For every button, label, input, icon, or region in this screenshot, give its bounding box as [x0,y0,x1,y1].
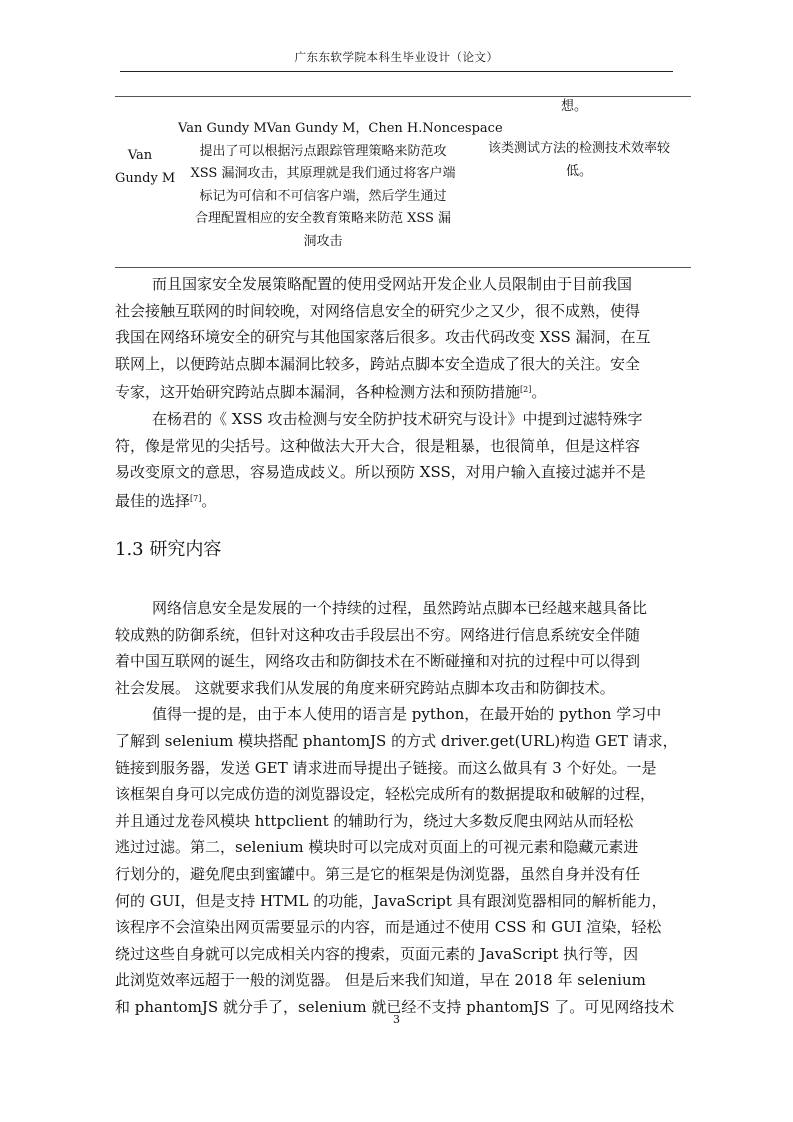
paragraph-line [115,486,685,515]
table-cell-method-line: Van Gundy MVan Gundy M，Chen H.Noncespace [178,121,503,136]
paragraph-line: 该框架自身可以完成仿造的浏览器设定，轻松完成所有的数据提取和破解的过程， [115,785,656,804]
paragraph [115,701,685,1020]
table-cell-method-line: 标记为可信和不可信客户端，然后学生通过 [199,188,447,204]
citation-marker: [2] [520,385,532,395]
paragraph-line-tail: 。 [531,383,547,402]
paragraph-line: 网络信息安全是发展的一个持续的过程，虽然跨站点脚本已经越来越具备比 [152,599,648,617]
paragraph-line-text: 最佳的选择 [115,491,191,510]
table-cell-method-line: XSS 漏洞攻击，其原理就是我们通过将客户端 [190,166,456,181]
paragraph-line-text: 专家，这开始研究跨站点脚本漏洞，各种检测方法和预防措施 [115,383,521,402]
paragraph-line: 而且国家安全发展策略配置的使用受网站开发企业人员限制由于目前我国 [152,275,633,293]
table-cell-evaluation-line: 该类测试方法的检测技术效率较 [487,141,670,156]
paragraph-line: 值得一提的是，由于本人使用的语言是 python，在最开始的 python 学习中 [152,705,662,724]
paragraph-line: 社会发展。 这就要求我们从发展的角度来研究跨站点脚本攻击和防御技术。 [115,678,615,697]
page-number: 3 [393,1013,400,1026]
table-bottom-rule [115,267,691,268]
table-cell-name-line: Van [127,148,153,163]
paragraph-line: 我国在网络环境安全的研究与其他国家落后很多。攻击代码改变 XSS 漏洞，在互 [115,328,651,347]
citation-marker: [7] [190,493,202,503]
paragraph-line: 何的 GUI，但是支持 HTML 的功能，JavaScript 具有跟浏览器相同的解析能力， [115,891,667,910]
paragraph-line: 着中国互联网的诞生，网络攻击和防御技术在不断碰撞和对抗的过程中可以得到 [115,652,641,671]
header-rule [120,71,673,72]
paragraph-line: 行划分的，避免爬虫到蜜罐中。第三是它的框架是伪浏览器，虽然自身并没有任 [115,864,641,883]
table-cell-top-tail: 想。 [560,99,587,114]
section-heading: 1.3 研究内容 [115,539,222,560]
paragraph-line: 链接到服务器，发送 GET 请求进而导提出子链接。而这么做具有 3 个好处。一是 [115,758,657,777]
table-cell-name-line: Gundy M [115,170,176,186]
table-cell-method-line: 合理配置相应的安全教育策略来防范 XSS 漏 [194,211,452,226]
table-cell-method-line: 洞攻击 [303,233,343,249]
table-cell-method [178,118,503,253]
paragraph-line: 在杨君的《 XSS 攻击检测与安全防护技术研究与设计》中提到过滤特殊字 [152,409,643,428]
paragraph-line: 此浏览效率远超于一般的浏览器。 但是后来我们知道，早在 2018 年 selenium [115,971,646,990]
paragraph-line: 联网上，以便跨站点脚本漏洞比较多，跨站点脚本安全造成了很大的关注。安全 [115,354,641,373]
paragraph [115,271,685,406]
paragraph-line: 并且通过龙卷风模块 httpclient 的辅助行为，绕过大多数反爬虫网站从而轻松 [115,811,634,830]
body-section-top [115,271,685,514]
running-header: 广东东软学院本科生毕业设计（论文） [294,50,499,64]
paragraph-line: 该程序不会渲染出网页需要显示的内容，而是通过不使用 CSS 和 GUI 渲染，轻松 [115,918,662,937]
body-section-bottom [115,595,685,1021]
paragraph-line: 易改变原文的意思，容易造成歧义。所以预防 XSS，对用户输入直接过滤并不是 [115,463,646,482]
paragraph [115,406,685,514]
paragraph-line: 绕过这些自身就可以完成相关内容的搜索，页面元素的 JavaScript 执行等，因 [115,944,639,963]
paragraph-line: 逃过过滤。第二，selenium 模块时可以完成对页面上的可视元素和隐藏元素进 [115,838,639,857]
paragraph-line: 较成熟的防御系统，但针对这种攻击手段层出不穷。网络进行信息系统安全伴随 [115,625,641,644]
paragraph-line: 符，像是常见的尖括号。这种做法大开大合，很是粗暴，也很简单，但是这样容 [115,436,641,455]
paragraph-line: 了解到 selenium 模块搭配 phantomJS 的方式 driver.get(URL)构造 GET 请求， [115,731,678,750]
table-cell-evaluation-line: 低。 [565,163,592,179]
paragraph-line: 和 phantomJS 就分手了，selenium 就已经不支持 phantomJS 了。可见网络技术 [115,997,675,1016]
table-cell-method-line: 提出了可以根据污点跟踪管理策略来防范攻 [199,143,447,159]
paragraph-line: 社会接触互联网的时间较晚，对网络信息安全的研究少之又少，很不成熟，使得 [115,301,641,320]
paragraph-line-tail: 。 [201,491,217,510]
table-cell-evaluation [474,138,684,183]
paragraph [115,595,685,701]
paragraph-line [115,377,685,406]
table-cell-name [115,145,176,190]
